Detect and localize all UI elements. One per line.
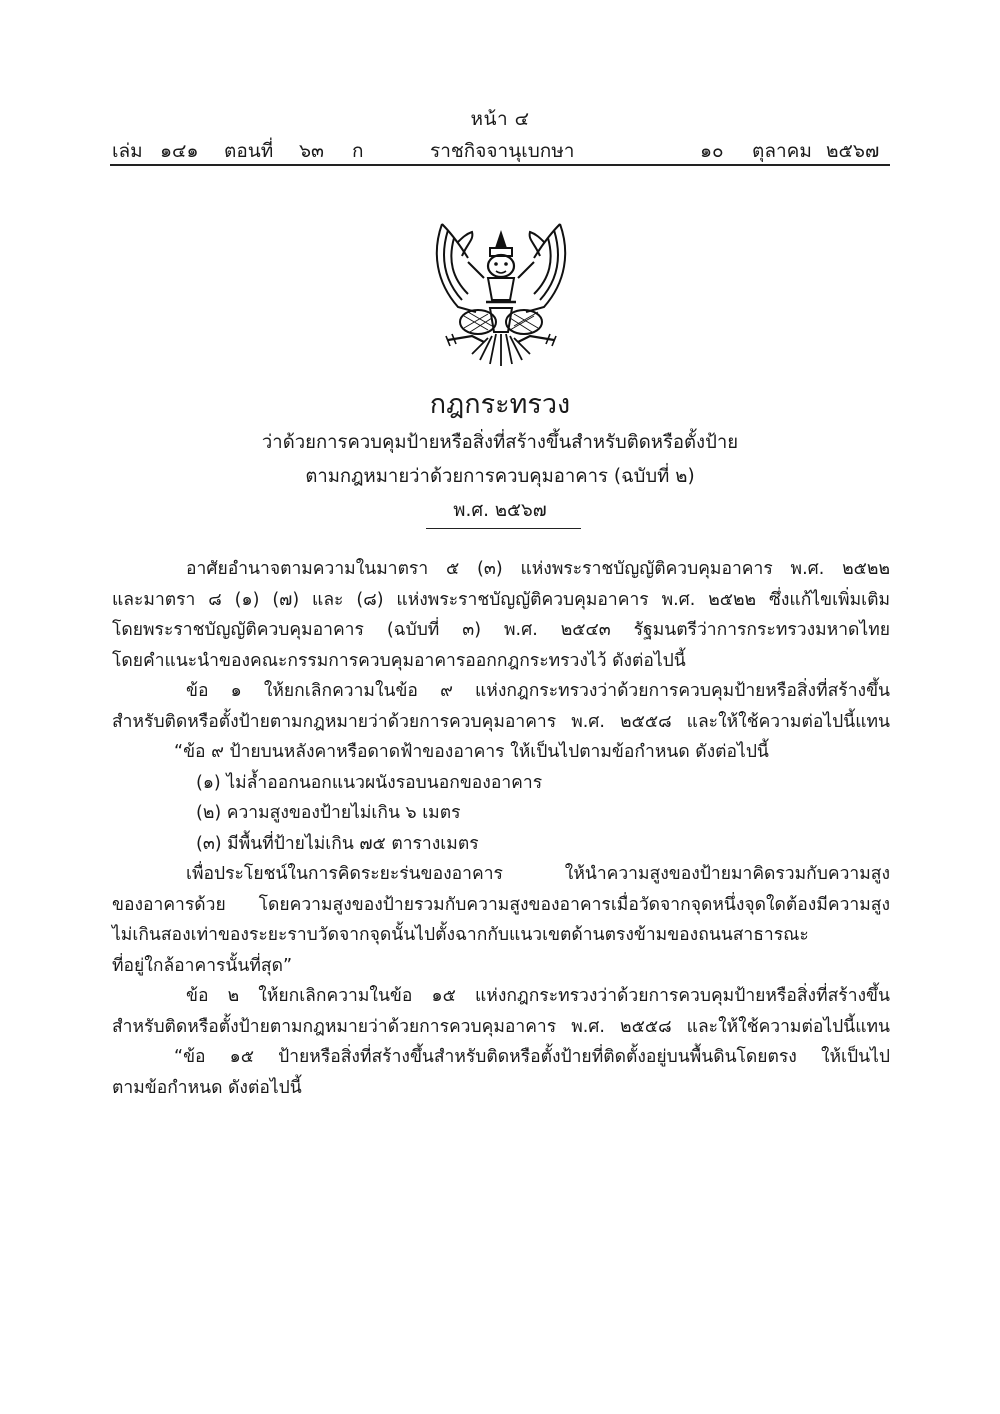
section-label: ตอนที่ [224, 140, 274, 162]
text-line: โดยพระราชบัญญัติควบคุมอาคาร (ฉบับที่ ๓) พ.ศ. ๒๕๔๓ รัฐมนตรีว่าการกระทรวงมหาดไทย [112, 620, 890, 640]
title-divider [426, 528, 581, 529]
section-number: ๖๓ [299, 140, 325, 162]
quoted-clause-15: “ข้อ ๑๕ ป้ายหรือสิ่งที่สร้างขึ้นสำหรับติดหรือตั้งป้ายที่ติดตั้งอยู่บนพื้นดินโดยตรง ให้เป็นไป [174, 1047, 890, 1067]
title-year: พ.ศ. ๒๕๖๗ [453, 500, 547, 521]
text-line: อาศัยอำนาจตามความในมาตรา ๕ (๓) แห่งพระราชบัญญัติควบคุมอาคาร พ.ศ. ๒๕๒๒ [186, 559, 890, 579]
list-item: (๓) มีพื้นที่ป้ายไม่เกิน ๗๕ ตารางเมตร [196, 833, 479, 854]
list-item: (๑) ไม่ล้ำออกนอกแนวผนังรอบนอกของอาคาร [196, 772, 543, 793]
gazette-header [112, 136, 890, 166]
text-line: สำหรับติดหรือตั้งป้ายตามกฎหมายว่าด้วยการควบคุมอาคาร พ.ศ. ๒๕๕๘ และให้ใช้ความต่อไปนี้แทน [112, 1016, 890, 1037]
text-line: ที่อยู่ใกล้อาคารนั้นที่สุด” [112, 955, 293, 976]
date-day: ๑๐ [700, 140, 724, 162]
header-divider [110, 164, 890, 166]
page-number: หน้า ๔ [470, 108, 530, 130]
text-line: สำหรับติดหรือตั้งป้ายตามกฎหมายว่าด้วยการควบคุมอาคาร พ.ศ. ๒๕๕๘ และให้ใช้ความต่อไปนี้แทน [112, 711, 890, 732]
date-month: ตุลาคม [752, 140, 812, 162]
text-line: และมาตรา ๘ (๑) (๗) และ (๘) แห่งพระราชบัญญัติควบคุมอาคาร พ.ศ. ๒๕๒๒ ซึ่งแก้ไขเพิ่มเติม [112, 589, 890, 610]
date-year: ๒๕๖๗ [826, 140, 880, 162]
text-line: โดยคำแนะนำของคณะกรรมการควบคุมอาคารออกกฎกระทรวงไว้ ดังต่อไปนี้ [112, 650, 686, 671]
section-type: ก [352, 140, 364, 162]
volume-number: ๑๔๑ [160, 140, 199, 162]
document-body [112, 554, 890, 1103]
text-line: ข้อ ๒ ให้ยกเลิกความในข้อ ๑๕ แห่งกฎกระทรวงว่าด้วยการควบคุมป้ายหรือสิ่งที่สร้างขึ้น [186, 986, 890, 1006]
text-line: เพื่อประโยชน์ในการคิดระยะร่นของอาคาร ให้นำความสูงของป้ายมาคิดรวมกับความสูง [186, 864, 890, 884]
text-line: ข้อ ๑ ให้ยกเลิกความในข้อ ๙ แห่งกฎกระทรวงว่าด้วยการควบคุมป้ายหรือสิ่งที่สร้างขึ้น [186, 681, 890, 701]
quoted-clause-9: “ข้อ ๙ ป้ายบนหลังคาหรือดาดฟ้าของอาคาร ให้เป็นไปตามข้อกำหนด ดังต่อไปนี้ [174, 742, 769, 762]
text-line: ไม่เกินสองเท่าของระยะราบวัดจากจุดนั้นไปตั้งฉากกับแนวเขตด้านตรงข้ามของถนนสาธารณะ [112, 925, 809, 945]
document-title: กฎกระทรวง [429, 389, 571, 420]
garuda-emblem-icon [428, 212, 574, 372]
gazette-name: ราชกิจจานุเบกษา [430, 140, 575, 162]
preamble-paragraph [112, 554, 890, 676]
volume-label: เล่ม [112, 140, 143, 162]
text-line: ตามข้อกำหนด ดังต่อไปนี้ [112, 1077, 302, 1098]
text-line: ของอาคารด้วย โดยความสูงของป้ายรวมกับความสูงของอาคารเมื่อวัดจากจุดหนึ่งจุดใดต้องมีความสูง [112, 894, 890, 915]
title-subject-line-1: ว่าด้วยการควบคุมป้ายหรือสิ่งที่สร้างขึ้นสำหรับติดหรือตั้งป้าย [261, 432, 739, 453]
clause-1 [112, 676, 890, 981]
list-item: (๒) ความสูงของป้ายไม่เกิน ๖ เมตร [196, 803, 461, 823]
clause-2 [112, 981, 890, 1103]
title-subject-line-2: ตามกฎหมายว่าด้วยการควบคุมอาคาร (ฉบับที่ ๒) [305, 466, 695, 487]
